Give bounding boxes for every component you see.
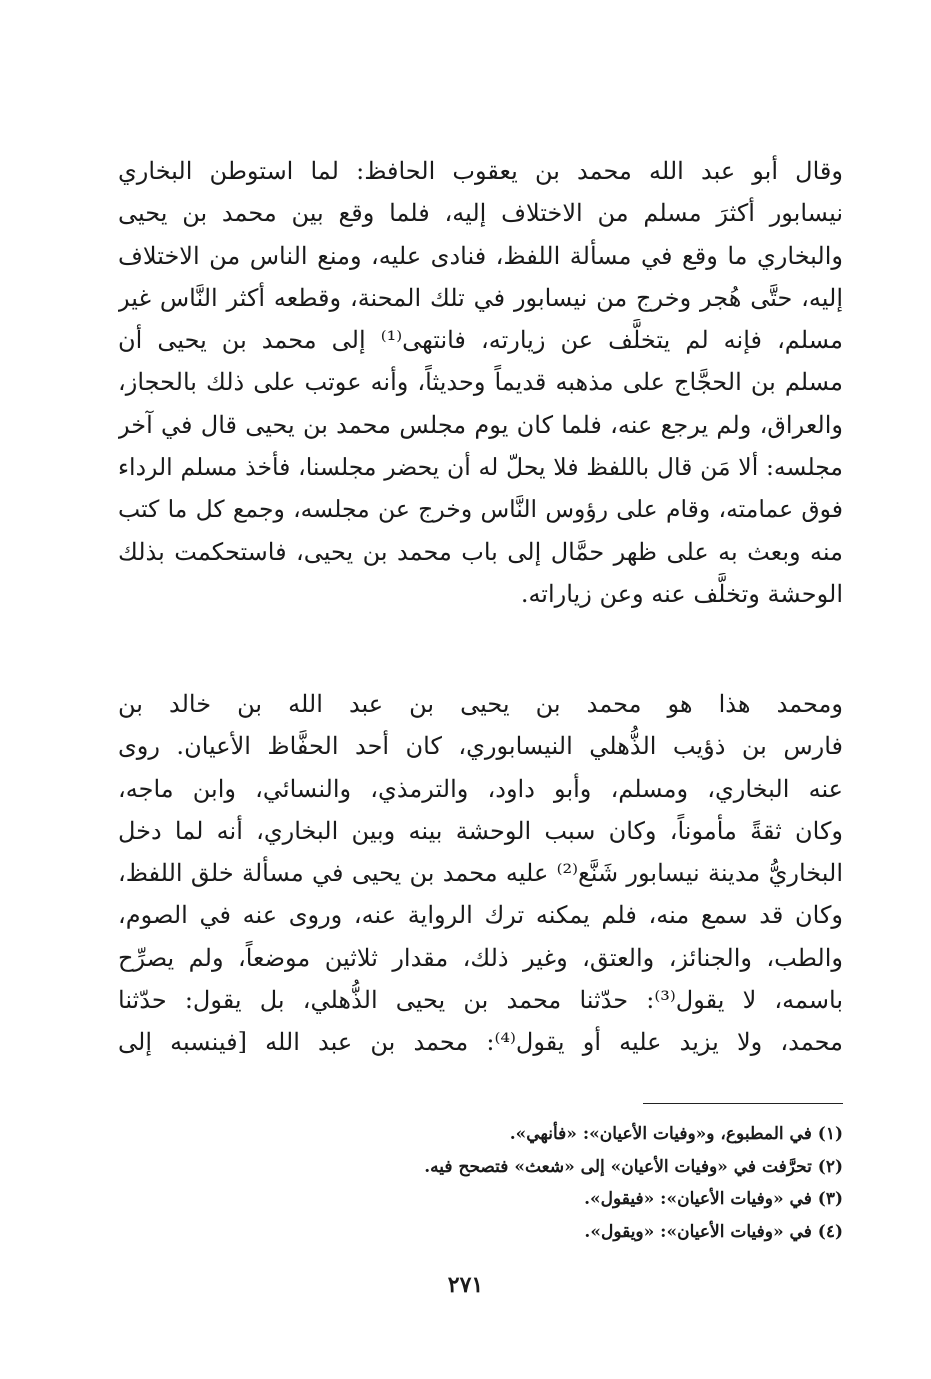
footnotes	[118, 1118, 843, 1248]
footnote-2: (٢) تحرَّفت في «وفيات الأعيان» إلى «شعث» فتصحح فيه.	[424, 1156, 843, 1177]
page-number: ٢٧١	[447, 1272, 484, 1298]
footnote-3: (٣) في «وفيات الأعيان»: «فيقول».	[584, 1189, 843, 1209]
footnote-1: (١) في المطبوع، و«وفيات الأعيان»: «فأنهي».	[509, 1124, 843, 1144]
text-line: مسلم، فإنه لم يتخلَّف عن زيارته، فانتهى⁽¹⁾ إلى محمد بن يحيى أن	[118, 326, 843, 355]
text-line: محمد، ولا يزيد عليه أو يقول⁽⁴⁾: محمد بن عبد الله [فينسبه إلى	[118, 1028, 843, 1057]
text-line: وكان ثقةً مأموناً، وكان سبب الوحشة بينه وبين البخاري، أنه لما دخل	[118, 816, 843, 845]
text-line: وقال أبو عبد الله محمد بن يعقوب الحافظ: لما استوطن البخاري	[118, 157, 843, 185]
paragraph-1	[118, 150, 843, 615]
text-line: والطب، والجنائز، والعتق، وغير ذلك، مقدار ثلاثين موضعاً، ولم يصرِّح	[118, 943, 843, 972]
text-line: باسمه، لا يقول⁽³⁾: حدّثنا محمد بن يحيى الذُّهلي، بل يقول: حدّثنا	[118, 986, 843, 1015]
text-line: وكان قد سمع منه، فلم يمكنه ترك الرواية عنه، وروى عنه في الصوم،	[118, 901, 843, 930]
text-line: ومحمد هذا هو محمد بن يحيى بن عبد الله بن خالد بن	[118, 690, 843, 718]
text-line: مسلم بن الحجَّاج على مذهبه قديماً وحديثاً، وأنه عوتب على ذلك بالحجاز،	[118, 368, 843, 397]
text-line: نيسابور أكثرَ مسلم من الاختلاف إليه، فلما وقع بين محمد بن يحيى	[118, 199, 843, 228]
text-line: عنه البخاري، ومسلم، وأبو داود، والترمذي، والنسائي، وابن ماجه،	[118, 774, 843, 803]
text-line: فارس بن ذؤيب الذُّهلي النيسابوري، كان أحد الحفَّاظ الأعيان. روى	[118, 732, 843, 761]
text-line: البخاريُّ مدينة نيسابور شَنَّع⁽²⁾ عليه محمد بن يحيى في مسألة خلق اللفظ،	[118, 859, 843, 888]
text-line: والبخاري ما وقع في مسألة اللفظ، فنادى عليه، ومنع الناس من الاختلاف	[118, 241, 843, 270]
text-line: الوحشة وتخلَّف عنه وعن زياراته.	[520, 579, 843, 608]
text-line: إليه، حتَّى هُجر وخرج من نيسابور في تلك المحنة، وقطعه أكثر النَّاس غير	[118, 283, 843, 312]
text-line: فوق عمامته، وقام على رؤوس النَّاس وخرج عن مجلسه، وجمع كل ما كتب	[118, 495, 843, 524]
footnote-separator	[643, 1103, 843, 1104]
footnote-4: (٤) في «وفيات الأعيان»: «ويقول».	[584, 1221, 843, 1242]
text-line: منه وبعث به على ظهر حمَّال إلى باب محمد بن يحيى، فاستحكمت بذلك	[118, 537, 843, 566]
text-line: والعراق، ولم يرجع عنه، فلما كان يوم مجلس محمد بن يحيى قال في آخر	[118, 410, 843, 439]
paragraph-2	[118, 683, 843, 1064]
text-line: مجلسه: ألا مَن قال باللفظ فلا يحلّ له أن يحضر مجلسنا، فأخذ مسلم الرداء	[118, 453, 843, 482]
